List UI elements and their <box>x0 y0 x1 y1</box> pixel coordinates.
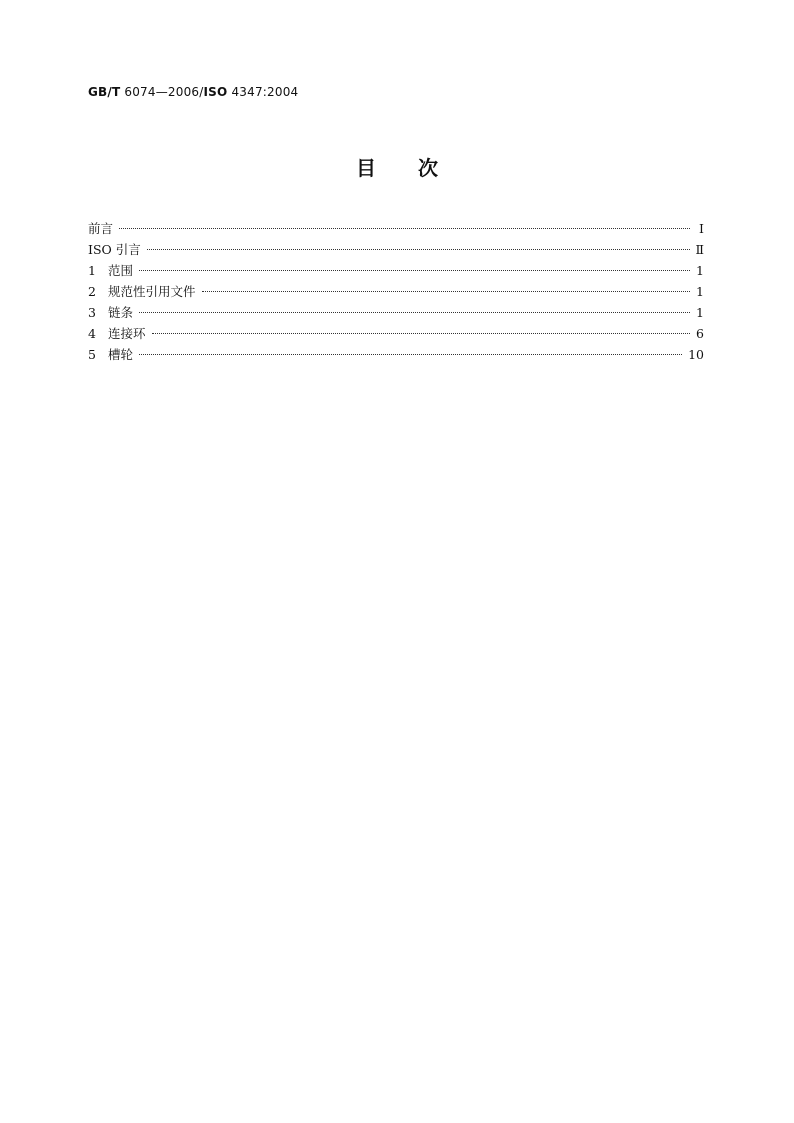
title-char-1: 目 <box>356 156 376 180</box>
title-char-2: 次 <box>418 156 438 180</box>
toc-entry-page: Ⅱ <box>695 242 704 257</box>
iso-number: 4347:2004 <box>227 85 299 99</box>
toc-entry-page: 1 <box>696 263 704 278</box>
toc-entry-page: Ⅰ <box>699 221 704 236</box>
dot-leader <box>139 312 690 313</box>
standard-number: 6074—2006/ <box>120 85 204 99</box>
toc-entry-chains[interactable] <box>88 302 704 323</box>
toc-entry-number: 5 <box>88 347 96 362</box>
toc-entry-number: 3 <box>88 305 96 320</box>
toc-entry-number: 4 <box>88 326 96 341</box>
dot-leader <box>139 354 682 355</box>
standard-code-iso: ISO <box>203 85 228 99</box>
toc-entry-pocket-wheels[interactable] <box>88 344 704 365</box>
standard-code-gbt: GB/T <box>88 85 121 99</box>
toc-entry-page: 10 <box>688 347 704 362</box>
toc-entry-number: 2 <box>88 284 96 299</box>
toc-entry-iso-introduction[interactable] <box>88 239 704 260</box>
toc-entry-title: 范围 <box>108 263 134 278</box>
toc-entry-title: 链条 <box>108 305 134 320</box>
document-header <box>88 85 298 99</box>
page-title <box>0 152 794 181</box>
toc-entry-connecting-links[interactable] <box>88 323 704 344</box>
toc-entry-title: 连接环 <box>108 326 146 341</box>
toc-entry-title: 规范性引用文件 <box>108 284 196 299</box>
toc-entry-title: 前言 <box>88 221 114 236</box>
toc-entry-title: 槽轮 <box>108 347 134 362</box>
dot-leader <box>147 249 690 250</box>
toc-entry-normative-references[interactable] <box>88 281 704 302</box>
dot-leader <box>202 291 690 292</box>
dot-leader <box>139 270 690 271</box>
toc-entry-scope[interactable] <box>88 260 704 281</box>
toc-entry-page: 1 <box>696 305 704 320</box>
toc-entry-title: ISO 引言 <box>88 242 141 257</box>
dot-leader <box>152 333 690 334</box>
toc-entry-page: 6 <box>696 326 704 341</box>
dot-leader <box>119 228 690 229</box>
toc-entry-foreword[interactable] <box>88 218 704 239</box>
table-of-contents <box>88 218 704 365</box>
toc-entry-number: 1 <box>88 263 96 278</box>
toc-entry-page: 1 <box>696 284 704 299</box>
